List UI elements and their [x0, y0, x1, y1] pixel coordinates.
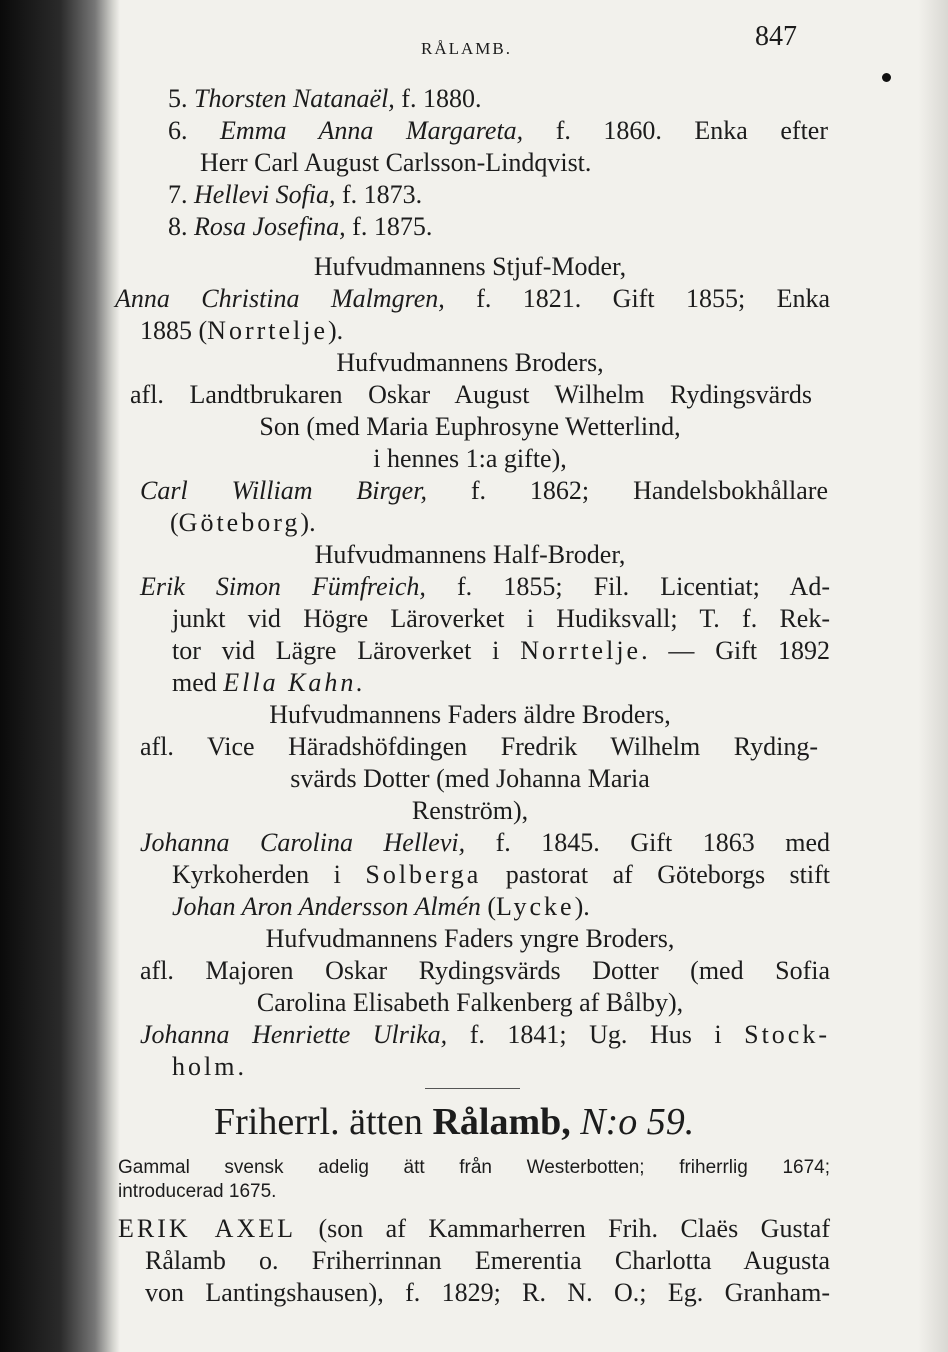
running-header: RÅLAMB. — [421, 39, 512, 58]
entry-line: ERIK AXEL (son af Kammarherren Frih. Claës Gustaf — [118, 1214, 830, 1243]
entry-line: holm. — [172, 1052, 244, 1081]
entry-line: von Lantingshausen), f. 1829; R. N. O.; Eg. Granham- — [145, 1278, 830, 1307]
family-heading: Friherrl. ätten Rålamb, N:o 59. — [214, 1101, 695, 1143]
entry-line: i hennes 1:a gifte), — [373, 444, 567, 473]
entry-line: afl. Majoren Oskar Rydingsvärds Dotter (med Sofia — [140, 956, 830, 985]
section-divider — [425, 1088, 520, 1089]
entry-line: Carolina Elisabeth Falkenberg af Bålby), — [256, 988, 684, 1017]
entry-line: 1885 (Norrtelje). — [140, 316, 344, 345]
entry-line: Johanna Henriette Ulrika, f. 1841; Ug. Hus i Stock- — [140, 1020, 831, 1049]
entry-line: Johan Aron Andersson Almén (Lycke). — [172, 892, 590, 921]
page-edge — [918, 0, 948, 1352]
entry-line: Son (med Maria Euphrosyne Wetterlind, — [259, 412, 681, 441]
family-intro: introducerad 1675. — [118, 1181, 277, 1202]
entry-line: afl. Vice Häradshöfdingen Fredrik Wilhelm Ryding- — [140, 732, 818, 761]
entry-line: Renström), — [411, 796, 529, 825]
page-number: 847 — [755, 21, 797, 52]
entry-line: Anna Christina Malmgren, f. 1821. Gift 1855; Enka — [115, 284, 831, 313]
section-subheading: Hufvudmannens Broders, — [336, 348, 604, 377]
entry-line: 6. Emma Anna Margareta, f. 1860. Enka efter — [168, 116, 828, 145]
ink-mark — [882, 73, 891, 82]
entry-line: Johanna Carolina Hellevi, f. 1845. Gift 1863 med — [140, 828, 830, 857]
entry-line: afl. Landtbrukaren Oskar August Wilhelm Rydingsvärds — [130, 380, 812, 409]
section-subheading: Hufvudmannens Half-Broder, — [314, 540, 626, 569]
entry-line: 5. Thorsten Natanaël, f. 1880. — [168, 84, 482, 113]
entry-line: tor vid Lägre Läroverket i Norrtelje. — Gift 1892 — [172, 636, 830, 665]
entry-line: junkt vid Högre Läroverket i Hudiksvall; T. f. Rek- — [172, 604, 830, 633]
entry-line: Kyrkoherden i Solberga pastorat af Göteborgs stift — [172, 860, 831, 889]
entry-line: med Ella Kahn. — [172, 668, 366, 697]
entry-line: 7. Hellevi Sofia, f. 1873. — [168, 180, 423, 209]
section-subheading: Hufvudmannens Faders yngre Broders, — [265, 924, 675, 953]
section-subheading: Hufvudmannens Faders äldre Broders, — [269, 700, 671, 729]
section-subheading: Hufvudmannens Stjuf-Moder, — [313, 252, 627, 281]
entry-line: Rålamb o. Friherrinnan Emerentia Charlotta Augusta — [145, 1246, 830, 1275]
entry-line: (Göteborg). — [170, 508, 316, 537]
entry-line: Herr Carl August Carlsson-Lindqvist. — [200, 148, 592, 177]
entry-line: Carl William Birger, f. 1862; Handelsbokhållare — [140, 476, 828, 505]
entry-line: 8. Rosa Josefina, f. 1875. — [168, 212, 433, 241]
book-spine-shadow — [0, 0, 120, 1352]
entry-line: Erik Simon Fümfreich, f. 1855; Fil. Licentiat; Ad- — [140, 572, 830, 601]
entry-line: svärds Dotter (med Johanna Maria — [290, 764, 650, 793]
family-intro: Gammal svensk adelig ätt från Westerbotten; friherrlig 1674; — [118, 1157, 830, 1178]
